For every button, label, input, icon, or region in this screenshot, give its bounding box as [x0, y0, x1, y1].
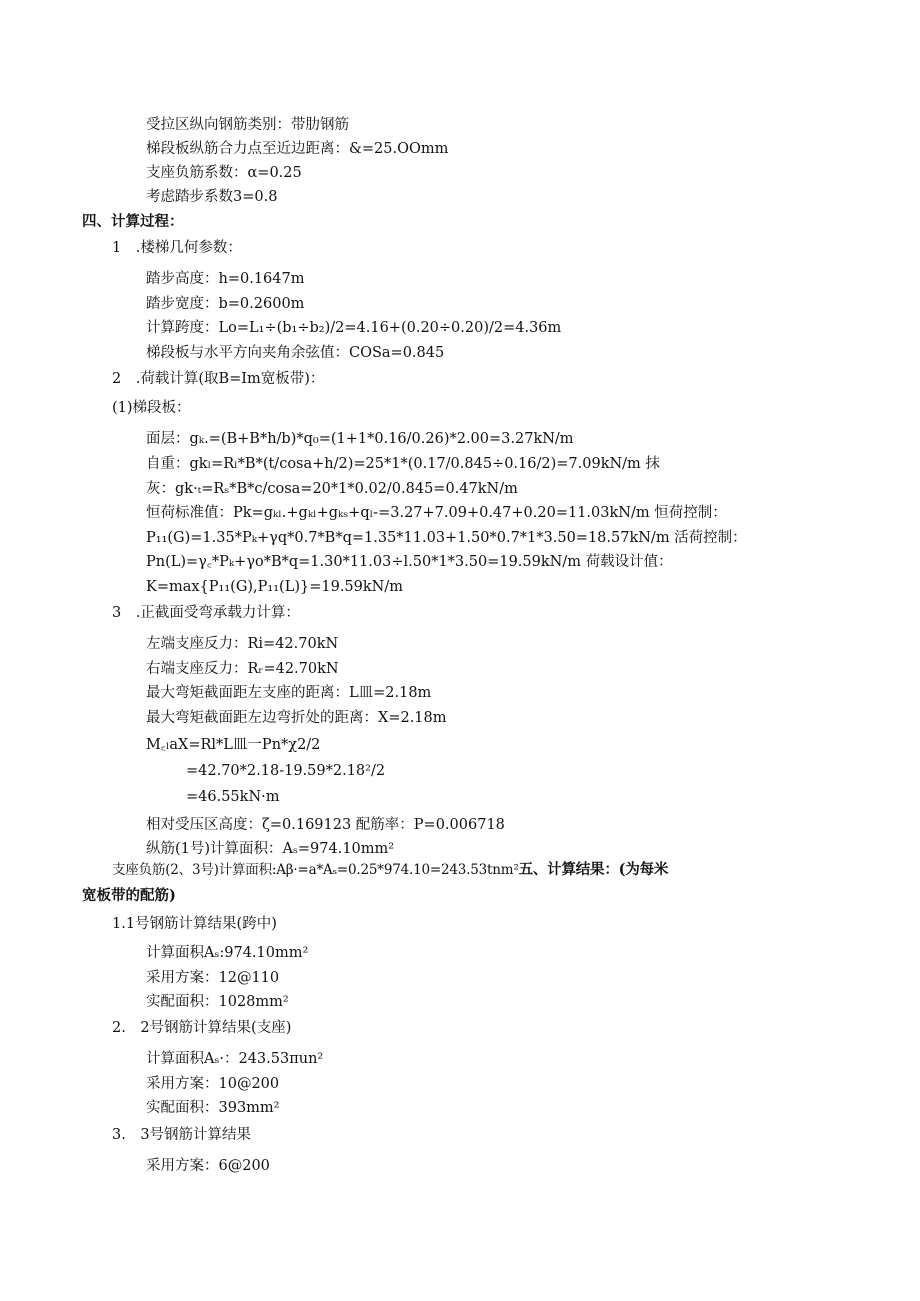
text-line: K=max{P₁₁(G),P₁₁(L)}=19.59kN/m	[146, 579, 403, 595]
text-span: 支座负筋(2、3号)计算面积:Aβ·=a*Aₛ=0.25*974.10=243.53tnm²	[112, 862, 519, 878]
text-line: 采用方案：12@110	[146, 970, 280, 986]
section-heading: 四、计算过程：	[82, 213, 184, 230]
subsection-heading: 3 .正截面受弯承载力计算：	[112, 605, 300, 621]
text-line: Pn(L)=γ꜀*Pₖ+γo*B*q=1.30*11.03÷l.50*1*3.50=19.59kN/m 荷载设计值：	[146, 554, 673, 570]
text-line: 最大弯矩截面距左支座的距离：L皿=2.18m	[146, 685, 432, 701]
text-line: 面层：gₖ.=(B+B*h/b)*q₀=(1+1*0.16/0.26)*2.00=3.27kN/m	[146, 431, 574, 447]
text-line: =46.55kN·m	[186, 789, 280, 805]
subsection-heading: 1 .楼梯几何参数：	[112, 240, 242, 256]
text-line: 纵筋(1号)计算面积：Aₛ=974.10mm²	[146, 841, 395, 857]
text-line: 灰：gk·ₜ=Rₛ*B*c/cosa=20*1*0.02/0.845=0.47kN/m	[146, 481, 518, 497]
subsection-heading: (1)梯段板：	[112, 400, 191, 416]
text-line: 左端支座反力：Ri=42.70kN	[146, 636, 339, 652]
text-line: 计算面积Aₛ·：243.53πun²	[146, 1051, 324, 1067]
text-line: M꜀ₗaX=Rl*L皿一Pn*χ2/2	[146, 737, 321, 753]
text-line: 采用方案：6@200	[146, 1158, 270, 1174]
text-line: 自重：gkₗ=Rₗ*B*(t/cosa+h/2)=25*1*(0.17/0.845÷0.16/2)=7.09kN/m 抹	[146, 456, 660, 472]
text-line	[112, 860, 668, 880]
text-line: 梯段板与水平方向夹角余弦值：COSa=0.845	[146, 345, 445, 361]
text-line: 计算跨度：Lo=L₁÷(b₁÷b₂)/2=4.16+(0.20÷0.20)/2=4.36m	[146, 320, 562, 336]
text-line: 考虑踏步系数3=0.8	[146, 189, 278, 205]
text-line: 梯段板纵筋合力点至近边距离：&=25.OOmm	[146, 141, 449, 157]
text-line: 受拉区纵向钢筋类别：带肋钢筋	[146, 117, 349, 133]
text-line: 踏步高度：h=0.1647m	[146, 271, 305, 287]
text-line: 相对受压区高度：ζ=0.169123 配筋率：P=0.006718	[146, 817, 505, 833]
section-heading: 宽板带的配筋)	[82, 887, 176, 904]
text-line: 最大弯矩截面距左边弯折处的距离：X=2.18m	[146, 710, 447, 726]
text-line: 支座负筋系数：α=0.25	[146, 165, 302, 181]
text-line: 计算面积Aₛ:974.10mm²	[146, 945, 309, 961]
subsection-heading: 2. 2号钢筋计算结果(支座)	[112, 1020, 292, 1036]
text-line: =42.70*2.18-19.59*2.18²/2	[186, 763, 386, 779]
text-line: P₁₁(G)=1.35*Pₖ+γq*0.7*B*q=1.35*11.03+1.50*0.7*1*3.50=18.57kN/m 活荷控制：	[146, 530, 747, 546]
subsection-heading: 1.1号钢筋计算结果(跨中)	[112, 916, 277, 932]
subsection-heading: 2 .荷载计算(取B=Im宽板带)：	[112, 371, 325, 387]
text-line: 踏步宽度：b=0.2600m	[146, 296, 305, 312]
text-line: 实配面积：1028mm²	[146, 994, 289, 1010]
text-line: 恒荷标准值：Pk=gₖₗ.+gₖₗ+gₖₛ+qₗ-=3.27+7.09+0.47+0.20=11.03kN/m 恒荷控制：	[146, 505, 727, 521]
text-line: 实配面积：393mm²	[146, 1100, 280, 1116]
subsection-heading: 3. 3号钢筋计算结果	[112, 1127, 252, 1143]
text-line: 右端支座反力：Rᵣ=42.70kN	[146, 661, 339, 677]
text-line: 采用方案：10@200	[146, 1076, 280, 1092]
section-heading: 五、计算结果：(为每米	[518, 861, 669, 878]
